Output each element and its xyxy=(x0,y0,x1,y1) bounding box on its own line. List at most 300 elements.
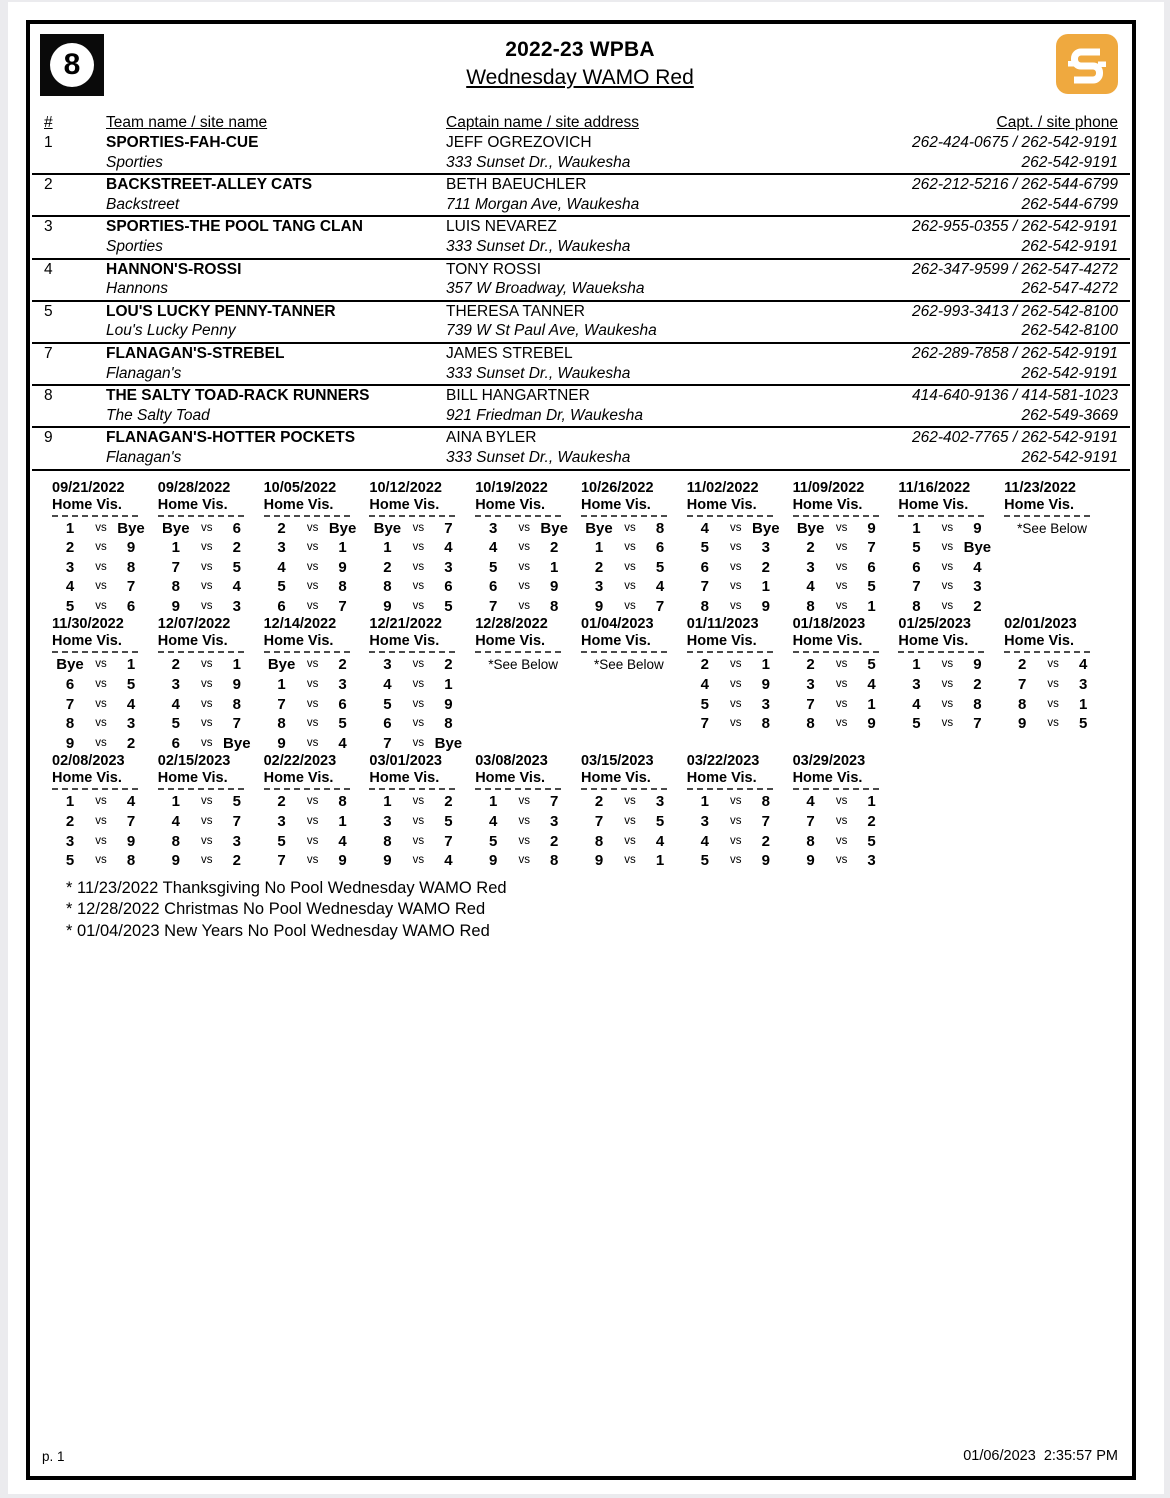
home-team: 5 xyxy=(171,715,180,733)
vs-label: vs xyxy=(835,541,848,554)
home-team: 4 xyxy=(700,519,709,537)
team-row-line1 xyxy=(32,217,1130,237)
home-team: 2 xyxy=(806,656,815,674)
title-block xyxy=(104,32,1056,90)
home-team: 5 xyxy=(277,578,286,596)
match-row xyxy=(158,734,264,754)
vs-label: vs xyxy=(835,521,848,534)
visiting-team: 5 xyxy=(867,656,876,674)
match-row xyxy=(264,812,370,832)
match-row xyxy=(158,695,264,715)
home-vis-label: Home Vis. xyxy=(580,496,651,513)
match-row xyxy=(1004,675,1110,695)
home-team: 4 xyxy=(700,676,709,694)
vs-label: vs xyxy=(412,815,425,828)
match-row xyxy=(793,714,899,734)
visiting-team: 5 xyxy=(444,813,453,831)
match-row xyxy=(687,714,793,734)
home-team: 3 xyxy=(594,578,604,596)
vs-label: vs xyxy=(306,521,319,534)
vs-label: vs xyxy=(1047,678,1059,691)
match-row xyxy=(52,832,158,852)
visiting-team: 9 xyxy=(232,676,241,694)
match-row xyxy=(1004,714,1110,734)
dashed-divider xyxy=(369,515,455,517)
week-date: 02/01/2023 xyxy=(1004,616,1077,633)
visiting-team: 9 xyxy=(550,578,559,596)
captain-name: JEFF OGREZOVICH xyxy=(446,134,592,151)
visiting-team: Bye xyxy=(963,539,992,557)
vs-label: vs xyxy=(306,541,319,554)
team-number: 9 xyxy=(44,429,53,447)
match-row xyxy=(52,695,158,715)
week-date: 11/23/2022 xyxy=(1004,479,1076,496)
match-row xyxy=(581,792,687,812)
home-vis-label: Home Vis. xyxy=(475,633,546,650)
captain-name: THERESA TANNER xyxy=(446,302,585,320)
home-team: 8 xyxy=(171,832,180,850)
team-row-line1 xyxy=(32,344,1130,364)
home-team: 9 xyxy=(594,597,604,615)
visiting-team: 2 xyxy=(973,676,982,694)
dashed-divider xyxy=(687,651,773,653)
week-date: 01/04/2023 xyxy=(580,616,654,633)
team-row xyxy=(32,344,1130,386)
home-team: 7 xyxy=(912,578,921,596)
vs-label: vs xyxy=(201,678,213,691)
visiting-team: 3 xyxy=(338,676,347,694)
match-row xyxy=(793,675,899,695)
vs-label: vs xyxy=(1047,658,1059,671)
team-row-line2 xyxy=(32,153,1130,173)
visiting-team: 4 xyxy=(232,578,241,596)
vs-label: vs xyxy=(201,834,213,847)
see-below-note: *See Below xyxy=(1017,520,1087,536)
visiting-team: 1 xyxy=(126,656,136,674)
visiting-team: 2 xyxy=(761,832,770,850)
dashed-divider xyxy=(52,651,138,653)
team-name: FLANAGAN'S-HOTTER POCKETS xyxy=(106,429,356,447)
team-row-line1 xyxy=(32,386,1130,406)
week-date: 01/11/2023 xyxy=(686,616,759,633)
visiting-team: 2 xyxy=(232,539,241,557)
home-vis-label: Home Vis. xyxy=(263,633,334,650)
vs-label: vs xyxy=(941,560,954,573)
vs-label: vs xyxy=(518,541,530,554)
vs-label: vs xyxy=(95,736,107,749)
week-date: 10/26/2022 xyxy=(580,479,654,496)
match-row xyxy=(158,812,264,832)
visiting-team: 6 xyxy=(126,597,136,615)
week-date: 12/21/2022 xyxy=(369,616,442,633)
vs-label: vs xyxy=(518,854,530,867)
vs-label: vs xyxy=(518,795,530,808)
match-row xyxy=(687,655,793,675)
dashed-divider xyxy=(264,515,350,517)
match-row xyxy=(369,714,475,734)
week-date: 12/07/2022 xyxy=(157,616,231,633)
schedule-week xyxy=(581,616,687,753)
home-team: 8 xyxy=(700,597,709,615)
home-team: 4 xyxy=(171,813,180,831)
visiting-team: 2 xyxy=(126,734,136,752)
match-row xyxy=(52,675,158,695)
home-team: 9 xyxy=(171,597,180,615)
team-row-line2 xyxy=(32,279,1130,299)
visiting-team: 5 xyxy=(1079,715,1088,733)
visiting-team: 8 xyxy=(655,519,665,537)
match-row xyxy=(158,792,264,812)
home-team: 6 xyxy=(277,597,286,615)
match-row xyxy=(369,851,475,871)
schedule-week xyxy=(1004,480,1110,617)
vs-label: vs xyxy=(306,815,319,828)
visiting-team: 9 xyxy=(761,597,770,615)
match-row xyxy=(264,577,370,597)
week-date: 09/28/2022 xyxy=(157,479,231,496)
footnote: * 11/23/2022 Thanksgiving No Pool Wednesday WAMO Red xyxy=(66,878,507,897)
home-team: 1 xyxy=(171,539,180,557)
vs-label: vs xyxy=(518,834,530,847)
home-team: 2 xyxy=(700,656,709,674)
home-team: 8 xyxy=(594,832,604,850)
week-date: 11/09/2022 xyxy=(792,479,865,496)
match-row xyxy=(158,558,264,578)
team-number-spacer xyxy=(44,321,106,341)
captain-name: AINA BYLER xyxy=(446,429,537,447)
footnote: * 01/04/2023 New Years No Pool Wednesday WAMO Red xyxy=(66,921,490,940)
schedule-week xyxy=(687,616,793,753)
home-team: 7 xyxy=(594,813,604,831)
visiting-team: 2 xyxy=(867,813,876,831)
week-date: 02/08/2023 xyxy=(52,753,125,770)
home-team: 9 xyxy=(383,597,392,615)
match-row xyxy=(793,792,899,812)
visiting-team: 1 xyxy=(655,852,665,870)
match-row xyxy=(158,655,264,675)
visiting-team: 4 xyxy=(655,578,665,596)
match-row xyxy=(369,655,475,675)
visiting-team: 1 xyxy=(232,656,241,674)
home-team: 8 xyxy=(806,832,815,850)
vs-label: vs xyxy=(412,658,425,671)
match-row xyxy=(264,734,370,754)
col-header-captain: Captain name / site address xyxy=(446,114,639,131)
team-number-spacer xyxy=(44,195,106,215)
match-row xyxy=(264,851,370,871)
match-row xyxy=(581,812,687,832)
site-address: 357 W Broadway, Waueksha xyxy=(446,280,645,298)
visiting-team: 3 xyxy=(126,715,136,733)
visiting-team: 4 xyxy=(126,695,136,713)
dashed-divider xyxy=(793,515,879,517)
visiting-team: 3 xyxy=(761,695,770,713)
team-row-line2 xyxy=(32,195,1130,215)
home-team: 4 xyxy=(700,832,709,850)
vs-label: vs xyxy=(730,678,742,691)
home-team: Bye xyxy=(56,656,84,674)
home-vis-label: Home Vis. xyxy=(475,496,546,513)
match-row xyxy=(793,558,899,578)
vs-label: vs xyxy=(835,678,848,691)
home-vis-label: Home Vis. xyxy=(369,633,440,650)
match-row xyxy=(52,577,158,597)
captain-name: BETH BAEUCHLER xyxy=(446,176,587,194)
visiting-team: 7 xyxy=(655,597,665,615)
match-row xyxy=(264,695,370,715)
site-phone: 262-549-3669 xyxy=(1021,406,1118,424)
week-date: 02/22/2023 xyxy=(263,753,337,770)
team-number-spacer xyxy=(44,364,106,384)
week-date: 02/15/2023 xyxy=(157,753,231,770)
team-row-line1 xyxy=(32,302,1130,322)
schedule-week xyxy=(898,480,1004,617)
home-team: 7 xyxy=(383,734,392,752)
captain-site-phone: 414-640-9136 / 414-581-1023 xyxy=(912,387,1118,405)
site-name: Sporties xyxy=(106,153,163,171)
week-date: 09/21/2022 xyxy=(52,479,125,496)
site-name: Lou's Lucky Penny xyxy=(106,322,236,340)
schedule-week xyxy=(898,616,1004,753)
home-team: 1 xyxy=(65,793,75,811)
vs-label: vs xyxy=(95,599,107,612)
match-row xyxy=(898,538,1004,558)
match-row xyxy=(793,538,899,558)
schedule-week xyxy=(475,753,581,870)
visiting-team: 5 xyxy=(126,676,136,694)
match-row xyxy=(369,519,475,539)
match-row xyxy=(264,792,370,812)
vs-label: vs xyxy=(306,560,319,573)
visiting-team: 1 xyxy=(761,578,770,596)
vs-label: vs xyxy=(201,815,213,828)
match-row xyxy=(793,519,899,539)
home-vis-label: Home Vis. xyxy=(157,496,228,513)
dashed-divider xyxy=(158,651,244,653)
vs-label: vs xyxy=(941,697,954,710)
dashed-divider xyxy=(369,651,455,653)
home-team: 5 xyxy=(912,715,921,733)
match-row xyxy=(264,655,370,675)
vs-label: vs xyxy=(624,795,636,808)
visiting-team: 9 xyxy=(338,852,347,870)
schedule-week xyxy=(52,753,158,870)
vs-label: vs xyxy=(624,541,636,554)
visiting-team: 8 xyxy=(338,578,347,596)
home-team: 4 xyxy=(489,813,498,831)
match-row xyxy=(475,538,581,558)
vs-label: vs xyxy=(835,717,848,730)
week-date: 10/12/2022 xyxy=(369,479,442,496)
vs-label: vs xyxy=(95,854,107,867)
site-phone: 262-544-6799 xyxy=(1021,195,1118,213)
visiting-team: 8 xyxy=(761,793,770,811)
vs-label: vs xyxy=(201,521,213,534)
match-row xyxy=(369,538,475,558)
team-number: 1 xyxy=(44,134,53,151)
home-team: 4 xyxy=(277,558,286,576)
home-vis-label: Home Vis. xyxy=(52,633,122,650)
col-header-team: Team name / site name xyxy=(106,114,268,131)
home-team: 5 xyxy=(912,539,921,557)
home-team: 9 xyxy=(489,852,498,870)
team-number-spacer xyxy=(44,406,106,426)
home-team: 7 xyxy=(806,695,815,713)
dashed-divider xyxy=(369,788,455,790)
week-date: 03/22/2023 xyxy=(686,753,760,770)
visiting-team: 9 xyxy=(444,695,453,713)
visiting-team: 8 xyxy=(550,597,559,615)
match-row xyxy=(52,519,158,539)
match-row xyxy=(898,695,1004,715)
vs-label: vs xyxy=(941,541,954,554)
home-team: 2 xyxy=(1018,656,1027,674)
visiting-team: 3 xyxy=(1079,676,1088,694)
page-header xyxy=(30,24,1132,108)
site-name: Backstreet xyxy=(106,195,180,213)
vs-label: vs xyxy=(95,834,107,847)
vs-label: vs xyxy=(95,658,107,671)
home-vis-label: Home Vis. xyxy=(686,633,757,650)
home-team: 8 xyxy=(65,715,75,733)
home-team: 4 xyxy=(171,695,180,713)
vs-label: vs xyxy=(95,795,107,808)
match-row xyxy=(475,577,581,597)
visiting-team: 1 xyxy=(867,695,876,713)
match-row xyxy=(475,792,581,812)
vs-label: vs xyxy=(306,580,319,593)
vs-label: vs xyxy=(95,815,107,828)
vs-label: vs xyxy=(835,834,848,847)
site-address: 333 Sunset Dr., Waukesha xyxy=(446,364,631,382)
week-date: 03/29/2023 xyxy=(792,753,866,770)
visiting-team: 2 xyxy=(232,852,241,870)
vs-label: vs xyxy=(941,658,954,671)
visiting-team: 4 xyxy=(867,676,876,694)
home-vis-label: Home Vis. xyxy=(792,496,863,513)
match-row xyxy=(369,832,475,852)
home-vis-label: Home Vis. xyxy=(369,770,440,787)
vs-label: vs xyxy=(518,521,530,534)
site-phone: 262-542-9191 xyxy=(1021,448,1118,466)
page-number: p. 1 xyxy=(42,1449,65,1464)
vs-label: vs xyxy=(95,717,107,730)
team-row xyxy=(32,217,1130,259)
home-team: 4 xyxy=(806,578,815,596)
site-phone: 262-542-9191 xyxy=(1021,153,1118,171)
home-team: 7 xyxy=(65,695,75,713)
home-team: 2 xyxy=(65,539,75,557)
home-team: 1 xyxy=(489,793,498,811)
schedule-week xyxy=(581,480,687,617)
visiting-team: 9 xyxy=(867,519,876,537)
visiting-team: 7 xyxy=(232,813,241,831)
vs-label: vs xyxy=(730,854,742,867)
captain-site-phone: 262-347-9599 / 262-547-4272 xyxy=(912,260,1118,278)
visiting-team: 8 xyxy=(126,558,136,576)
home-team: 6 xyxy=(700,558,709,576)
home-team: 7 xyxy=(700,578,709,596)
home-team: 8 xyxy=(912,597,921,615)
match-row xyxy=(158,675,264,695)
match-row xyxy=(158,538,264,558)
visiting-team: 4 xyxy=(655,832,665,850)
team-row xyxy=(32,133,1130,175)
vs-label: vs xyxy=(412,795,425,808)
match-row xyxy=(687,675,793,695)
visiting-team: 5 xyxy=(655,558,665,576)
home-team: 2 xyxy=(594,558,604,576)
match-row xyxy=(793,812,899,832)
match-row xyxy=(793,695,899,715)
visiting-team: 7 xyxy=(761,813,770,831)
vs-label: vs xyxy=(730,541,742,554)
vs-label: vs xyxy=(306,795,319,808)
site-address: 333 Sunset Dr., Waukesha xyxy=(446,153,631,171)
match-row xyxy=(687,812,793,832)
home-team: 8 xyxy=(806,597,815,615)
visiting-team: 5 xyxy=(655,813,665,831)
home-vis-label: Home Vis. xyxy=(52,770,122,787)
schedule-row-2 xyxy=(52,616,1132,753)
team-name: THE SALTY TOAD-RACK RUNNERS xyxy=(106,387,370,405)
week-date: 10/05/2022 xyxy=(263,479,337,496)
schedule-week xyxy=(687,753,793,870)
visiting-team: 6 xyxy=(338,695,347,713)
match-row xyxy=(793,851,899,871)
match-row xyxy=(264,558,370,578)
visiting-team: 8 xyxy=(232,695,241,713)
match-row xyxy=(52,558,158,578)
schedule-week xyxy=(158,480,264,617)
eight-ball-circle xyxy=(50,43,94,87)
visiting-team: 8 xyxy=(338,793,347,811)
match-row xyxy=(369,812,475,832)
dashed-divider xyxy=(687,515,773,517)
match-row xyxy=(581,577,687,597)
vs-label: vs xyxy=(201,541,213,554)
vs-label: vs xyxy=(941,521,954,534)
schedule-week xyxy=(158,616,264,753)
site-name: The Salty Toad xyxy=(106,406,210,424)
match-row xyxy=(581,832,687,852)
team-number-spacer xyxy=(44,448,106,468)
visiting-team: 4 xyxy=(338,832,347,850)
match-row xyxy=(1004,695,1110,715)
home-team: 1 xyxy=(912,519,921,537)
team-row-line1 xyxy=(32,428,1130,448)
home-team: 1 xyxy=(277,676,286,694)
home-team: Bye xyxy=(796,519,825,537)
visiting-team: 7 xyxy=(444,832,453,850)
match-row xyxy=(581,851,687,871)
home-vis-label: Home Vis. xyxy=(52,496,122,513)
vs-label: vs xyxy=(941,599,954,612)
home-team: 2 xyxy=(806,539,815,557)
visiting-team: 7 xyxy=(126,578,136,596)
visiting-team: 3 xyxy=(973,578,982,596)
vs-label: vs xyxy=(412,717,425,730)
home-team: 3 xyxy=(65,832,75,850)
home-vis-label: Home Vis. xyxy=(263,770,334,787)
visiting-team: 4 xyxy=(1079,656,1088,674)
page-title: 2022-23 WPBA xyxy=(505,38,655,61)
site-name: Hannons xyxy=(106,280,169,298)
team-number: 7 xyxy=(44,344,53,362)
home-team: 5 xyxy=(277,832,286,850)
home-team: 3 xyxy=(806,558,815,576)
home-team: 9 xyxy=(594,852,604,870)
